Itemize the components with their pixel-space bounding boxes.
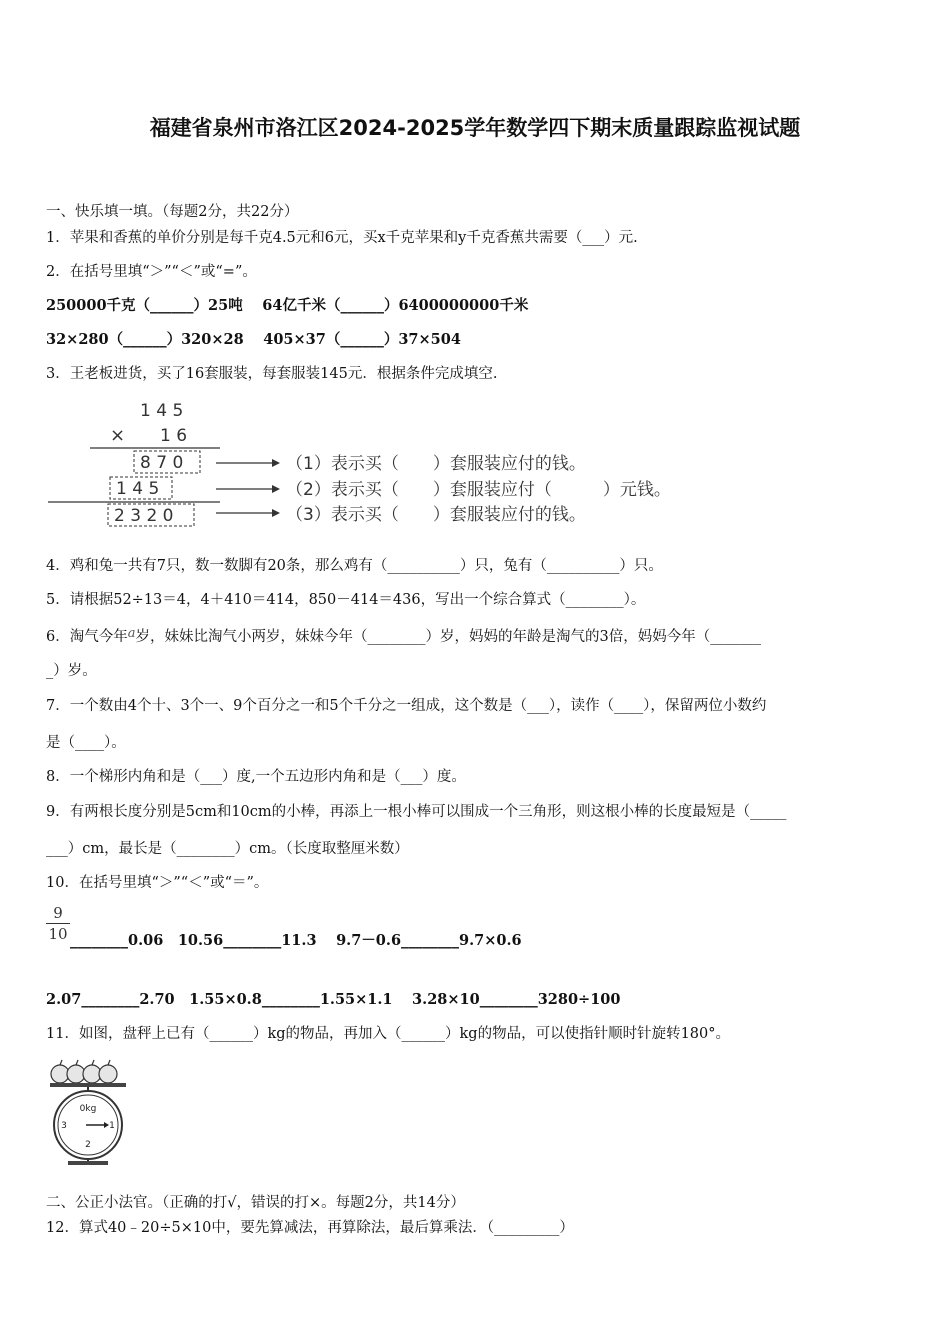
q3-note-3: （3）表示买（ ）套服装应付的钱。 — [286, 505, 586, 525]
question-7-continued: 是（____）。 — [46, 735, 126, 751]
question-2-row-b: 32×280（______）320×28 405×37（______）37×504 — [46, 331, 461, 348]
q3-times-sign: × — [110, 425, 126, 446]
apple-stem-2 — [76, 1060, 78, 1065]
question-2-row-a: 250000千克（______）25吨 64亿千米（______）6400000000千米 — [46, 297, 529, 314]
q3-note-1: （1）表示买（ ）套服装应付的钱。 — [286, 454, 586, 474]
question-9-continued: ___）cm，最长是（________）cm。（长度取整厘米数） — [46, 841, 409, 857]
dial-label-top: 0kg — [79, 1104, 97, 1114]
question-6: 6．淘气今年a岁，妹妹比淘气小两岁，妹妹今年（________）岁，妈妈的年龄是淘气的3倍，妈妈今年（_______ — [46, 626, 761, 645]
q3-arrowhead-3 — [272, 509, 280, 517]
question-12: 12．算式40﹣20÷5×10中，要先算减法，再算除法，最后算乘法．（_________） — [46, 1220, 574, 1236]
question-10-row-1: ________0.06 10.56________11.3 9.7－0.6________9.7×0.6 — [70, 932, 522, 949]
apple-1 — [51, 1065, 69, 1083]
section-2-heading: 二、公正小法官。（正确的打√，错误的打×。每题2分，共14分） — [46, 1195, 465, 1211]
apple-stem-1 — [60, 1060, 62, 1065]
question-1: 1．苹果和香蕉的单价分别是每千克4.5元和6元，买x千克苹果和y千克香蕉共需要（___）元. — [46, 230, 638, 246]
q6-variable: a — [127, 626, 136, 641]
section-1-heading: 一、快乐填一填。（每题2分，共22分） — [46, 204, 299, 220]
q3-note-2: （2）表示买（ ）套服装应付（ ）元钱。 — [286, 480, 671, 500]
q10-fraction-bar — [46, 923, 70, 924]
q10-fraction-numerator: 9 — [53, 904, 63, 922]
scale-plate — [50, 1083, 126, 1087]
question-9: 9．有两根长度分别是5cm和10cm的小棒，再添上一根小棒可以围成一个三角形，则这根小棒的长度最短是（_____ — [46, 804, 787, 820]
q10-fraction-denominator: 10 — [48, 925, 68, 943]
question-11: 11．如图，盘秤上已有（______）kg的物品，再加入（______）kg的物品，可以使指针顺时针旋转180°。 — [46, 1026, 731, 1042]
dial-label-right: 1 — [109, 1121, 115, 1131]
question-10: 10．在括号里填“＞”“＜”或“＝”。 — [46, 875, 269, 891]
question-2: 2．在括号里填“＞”“＜”或“=”。 — [46, 264, 257, 280]
q3-total: 2 3 2 0 — [114, 506, 174, 526]
q10-fraction — [46, 904, 70, 943]
q3-arrowhead-1 — [272, 459, 280, 467]
q11-scale-figure — [46, 1055, 136, 1167]
q3-arrowhead-2 — [272, 485, 280, 493]
question-5: 5．请根据52÷13＝4，4＋410＝414，850－414＝436，写出一个综合算式（________）。 — [46, 592, 646, 608]
question-8: 8．一个梯形内角和是（___）度,一个五边形内角和是（___）度。 — [46, 769, 466, 785]
page-title: 福建省泉州市洛江区2024-2025学年数学四下期末质量跟踪监视试题 — [149, 116, 801, 140]
apple-stem-3 — [92, 1060, 94, 1065]
apple-4 — [99, 1065, 117, 1083]
q3-multiplication-figure — [40, 392, 680, 532]
question-7: 7．一个数由4个十、3个一、9个百分之一和5个千分之一组成，这个数是（___），读作（____），保留两位小数约 — [46, 698, 767, 714]
question-3: 3．王老板进货，买了16套服装，每套服装145元．根据条件完成填空. — [46, 366, 498, 382]
scale-base — [68, 1161, 108, 1165]
apple-2 — [67, 1065, 85, 1083]
q3-partial-1: 8 7 0 — [140, 453, 184, 473]
question-6-continued: _）岁。 — [46, 663, 97, 679]
apple-3 — [83, 1065, 101, 1083]
q3-row1: 1 4 5 — [140, 401, 184, 421]
dial-label-bottom: 2 — [85, 1140, 91, 1150]
dial-label-left: 3 — [61, 1121, 67, 1131]
q3-row2: 1 6 — [160, 426, 188, 446]
question-4: 4．鸡和兔一共有7只，数一数脚有20条，那么鸡有（__________）只，兔有（__________）只。 — [46, 558, 663, 574]
apples — [51, 1065, 117, 1083]
q3-partial-2: 1 4 5 — [116, 479, 160, 499]
question-10-row-2: 2.07________2.70 1.55×0.8________1.55×1.1 3.28×10________3280÷100 — [46, 991, 621, 1008]
apple-stem-4 — [108, 1060, 110, 1065]
